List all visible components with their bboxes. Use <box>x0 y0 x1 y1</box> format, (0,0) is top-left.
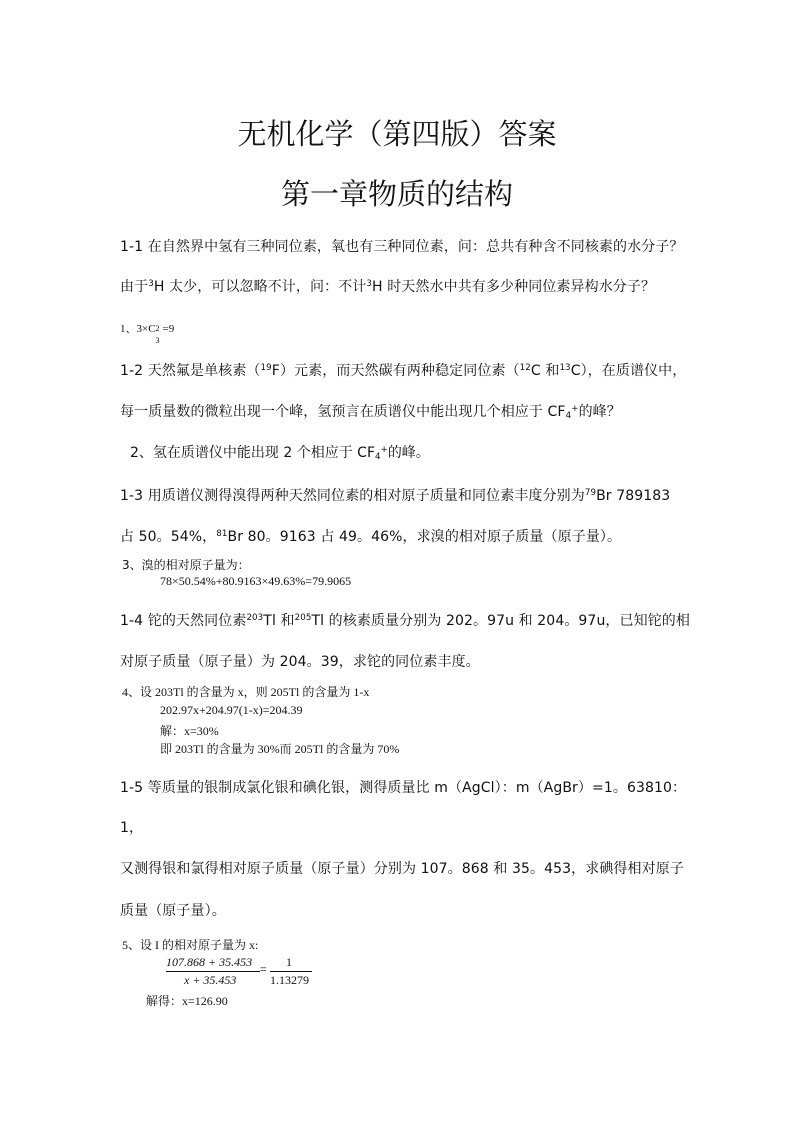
text-run: C），在质谱仪中， <box>570 363 687 379</box>
text-run: 每一质量数的微粒出现一个峰，氢预言在质谱仪中能出现几个相应于 CF <box>120 404 566 420</box>
text-run: 1、3×C <box>120 323 156 335</box>
fraction-bar <box>166 971 260 972</box>
question-1-1-line2 <box>120 276 655 296</box>
fraction-denominator: 1.13279 <box>270 973 309 987</box>
chapter-heading: 第一章物质的结构 <box>280 177 513 211</box>
text-run: 铊的天然同位素 <box>147 613 247 629</box>
question-1-5-line4: 质量（原子量）。 <box>120 903 226 919</box>
text-run: Br 789183 <box>596 488 671 504</box>
superscript: 12 <box>519 362 531 373</box>
text-run: 2、氢在质谱仪中能出现 2 个相应于 CF <box>130 445 375 461</box>
answer-4-line4: 即 203Tl 的含量为 30%而 205Tl 的含量为 70% <box>160 742 400 756</box>
answer-3-line2: 78×50.54%+80.9163×49.63%=79.9065 <box>160 574 352 588</box>
answer-5-result: 解得：x=126.90 <box>146 994 228 1008</box>
text-run: C 和 <box>530 363 560 379</box>
fraction-bar <box>270 971 312 972</box>
text-run: 用质谱仪测得溴得两种天然同位素的相对原子质量和同位素丰度分别为 <box>147 488 585 504</box>
superscript: 3 <box>148 278 154 289</box>
question-1-5-line3: 又测得银和氯得相对原子质量（原子量）分别为 107。868 和 35。453，求碘得相对原子 <box>120 861 684 877</box>
answer-4-line2: 202.97x+204.97(1-x)=204.39 <box>160 703 303 717</box>
text-run: H 时天然水中共有多少种同位素异构水分子？ <box>372 279 656 295</box>
fraction-numerator: 1 <box>286 955 292 969</box>
text-run: Tl 和 <box>263 613 295 629</box>
text-run: H 太少，可以忽略不计，问：不计 <box>153 279 367 295</box>
answer-5-line1: 5、设 I 的相对原子量为 x: <box>122 938 259 952</box>
question-1-3-line2 <box>120 526 621 546</box>
text-run: Br 80。9163 占 49。46%，求溴的相对原子质量（原子量）。 <box>227 529 622 545</box>
question-1-5-line1 <box>120 777 686 797</box>
answer-4-line1: 4、设 203Tl 的含量为 x，则 205Tl 的含量为 1-x <box>122 685 370 699</box>
subscript: 4 <box>375 452 381 463</box>
answer-2 <box>130 442 430 462</box>
answer-3-line1: 3、溴的相对原子量为： <box>122 558 250 572</box>
question-1-2-line1 <box>120 360 686 380</box>
equals-sign: = <box>260 962 267 976</box>
answer-1 <box>120 320 175 345</box>
superscript: + <box>571 403 579 414</box>
question-1-5-line2: 1， <box>120 820 144 836</box>
question-1-3-line1 <box>120 485 670 505</box>
document-title: 无机化学（第四版）答案 <box>237 117 557 151</box>
question-1-4-line1 <box>120 610 690 630</box>
question-1-1-line1 <box>120 236 684 256</box>
question-label: 1-5 <box>120 780 144 796</box>
question-label: 1-1 <box>120 239 144 255</box>
question-label: 1-4 <box>120 613 144 629</box>
question-label: 1-3 <box>120 488 144 504</box>
superscript: 19 <box>260 362 272 373</box>
superscript: 205 <box>294 612 312 623</box>
question-text: 在自然界中氢有三种同位素，氧也有三种同位素，问：总共有种含不同核素的水分子？ <box>147 239 684 255</box>
text-run: 的峰？ <box>578 404 621 420</box>
question-1-4-line2: 对原子质量（原子量）为 204。39，求铊的同位素丰度。 <box>120 654 480 670</box>
text-run: 等质量的银制成氯化银和碘化银，测得质量比 m（AgCl）：m（AgBr）=1。63810： <box>147 780 687 796</box>
fraction-left <box>166 955 262 991</box>
fraction-denominator: x + 35.453 <box>184 973 237 987</box>
subscript: 4 <box>565 411 572 422</box>
superscript: 79 <box>584 487 597 498</box>
subscript: 3 <box>155 336 160 345</box>
superscript: + <box>380 444 388 455</box>
text-run: Tl 的核素质量分别为 202。97u 和 204。97u，已知铊的相 <box>311 613 691 629</box>
superscript: 203 <box>246 612 264 623</box>
question-label: 1-2 <box>120 363 144 379</box>
text-run: =9 <box>162 323 175 335</box>
text-run: 天然氟是单核素（ <box>147 363 261 379</box>
fraction-numerator: 107.868 + 35.453 <box>166 955 253 969</box>
fraction-right <box>270 955 314 991</box>
superscript: 2 <box>155 324 160 333</box>
text-run: 由于 <box>120 279 149 295</box>
text-run: 的峰。 <box>387 445 430 461</box>
superscript: 81 <box>216 528 228 539</box>
answer-4-line3: 解：x=30% <box>160 724 219 738</box>
text-run: 占 50。54%， <box>120 529 217 545</box>
superscript: 3 <box>366 278 373 289</box>
question-1-2-line2 <box>120 401 621 421</box>
superscript: 13 <box>559 362 571 373</box>
text-run: F）元素，而天然碳有两种稳定同位素（ <box>271 363 520 379</box>
